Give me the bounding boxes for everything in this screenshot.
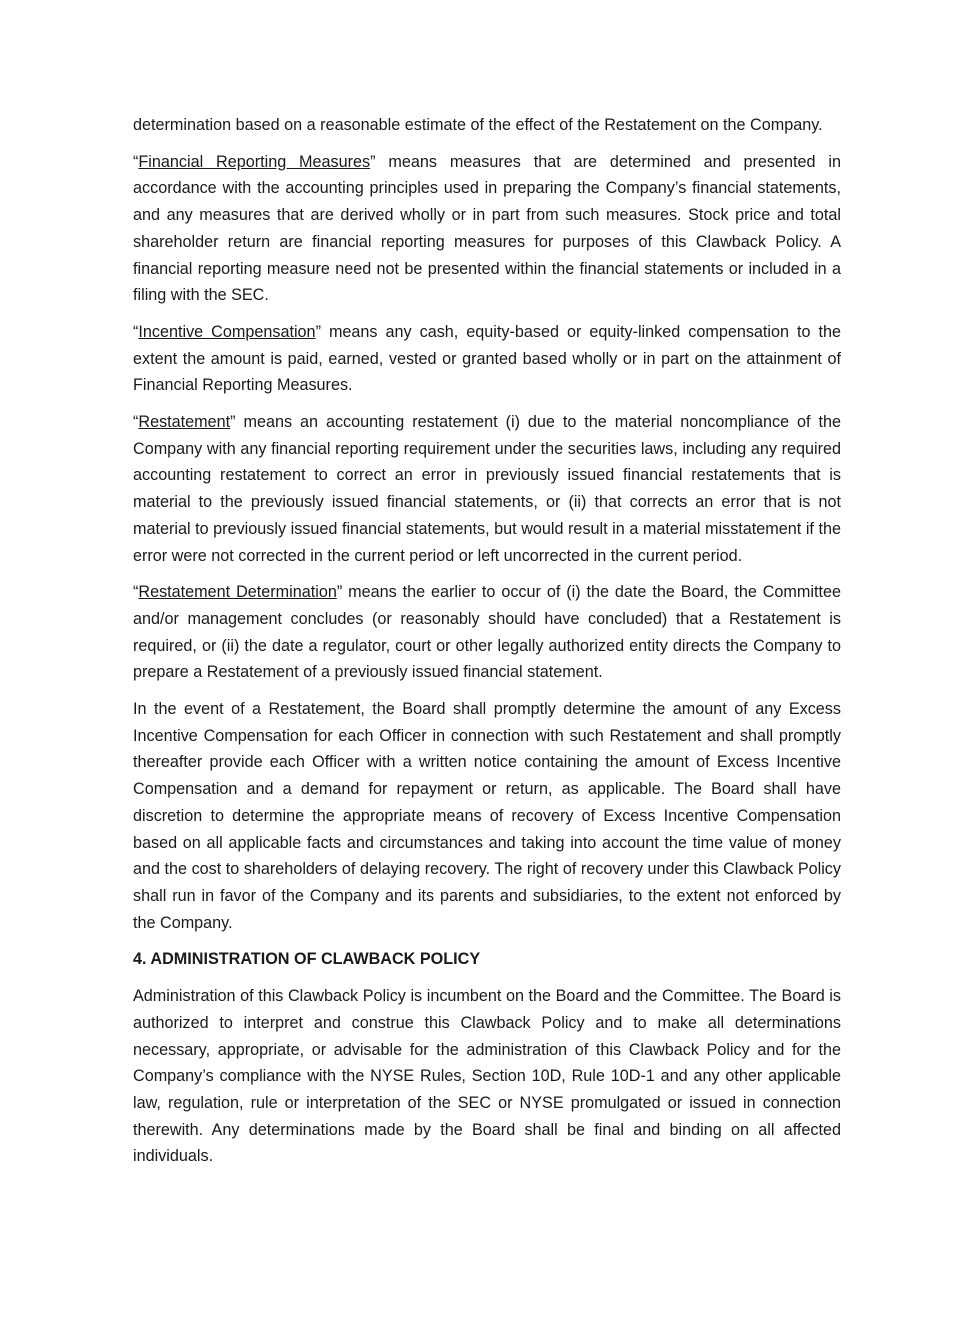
open-quote: “ xyxy=(133,413,139,432)
definition-restatement-determination xyxy=(133,579,841,686)
open-quote: “ xyxy=(133,583,139,602)
open-quote: “ xyxy=(133,152,139,171)
definition-text: ” means measures that are determined and presented in accordance with the accounting principles used in preparing the Company’s financial statements, and any measures that are derived wholly or in part from such measures. Stock price and total shareholder return are financial reporting measures for purposes of this Clawback Policy. A financial reporting measure need not be presented within the financial statements or included in a filing with the SEC. xyxy=(133,152,841,305)
document-page xyxy=(133,112,841,1180)
definition-financial-reporting-measures xyxy=(133,149,841,309)
definition-text: ” means an accounting restatement (i) due to the material noncompliance of the Company with any financial reporting requirement under the securities laws, including any required accounting restatement to correct an error in previously issued financial restatements that is material to the previously issued financial statements, or (ii) that corrects an error that is not material to previously issued financial statements, but would result in a material misstatement if the error were not corrected in the current period or left uncorrected in the current period. xyxy=(133,413,841,565)
definition-incentive-compensation xyxy=(133,319,841,399)
paragraph-restatement-event: In the event of a Restatement, the Board shall promptly determine the amount of any Excess Incentive Compensation for each Officer in connection with such Restatement and shall promptly thereafter provide each Officer with a written notice containing the amount of Excess Incentive Compensation and a demand for repayment or return, as applicable. The Board shall have discretion to determine the appropriate means of recovery of Excess Incentive Compensation based on all applicable facts and circumstances and taking into account the time value of money and the cost to shareholders of delaying recovery. The right of recovery under this Clawback Policy shall run in favor of the Company and its parents and subsidiaries, to the extent not enforced by the Company. xyxy=(133,700,841,932)
definition-text: ” means the earlier to occur of (i) the date the Board, the Committee and/or management concludes (or reasonably should have concluded) that a Restatement is required, or (ii) the date a regulator, court or other legally authorized entity directs the Company to prepare a Restatement of a previously issued financial statement. xyxy=(133,583,841,682)
definition-text: ” means any cash, equity-based or equity-linked compensation to the extent the amount is paid, earned, vested or granted based wholly or in part on the attainment of Financial Reporting Measures. xyxy=(133,322,842,395)
open-quote: “ xyxy=(133,322,139,341)
paragraph-continuation: determination based on a reasonable estimate of the effect of the Restatement on the Company. xyxy=(133,116,823,134)
paragraph-administration: Administration of this Clawback Policy is incumbent on the Board and the Committee. The Board is authorized to interpret and construe this Clawback Policy and to make all determinations necessary, appropriate, or advisable for the administration of this Clawback Policy and for the Company’s compliance with the NYSE Rules, Section 10D, Rule 10D-1 and any other applicable law, regulation, rule or interpretation of the SEC or NYSE promulgated or issued in connection therewith. Any determinations made by the Board shall be final and binding on all affected individuals. xyxy=(133,987,841,1166)
defined-term: Incentive Compensation xyxy=(138,322,316,341)
section-heading: 4. ADMINISTRATION OF CLAWBACK POLICY xyxy=(133,950,481,969)
defined-term: Financial Reporting Measures xyxy=(138,152,371,171)
definition-restatement xyxy=(133,409,841,569)
defined-term: Restatement xyxy=(138,413,231,432)
defined-term: Restatement Determination xyxy=(138,583,337,602)
